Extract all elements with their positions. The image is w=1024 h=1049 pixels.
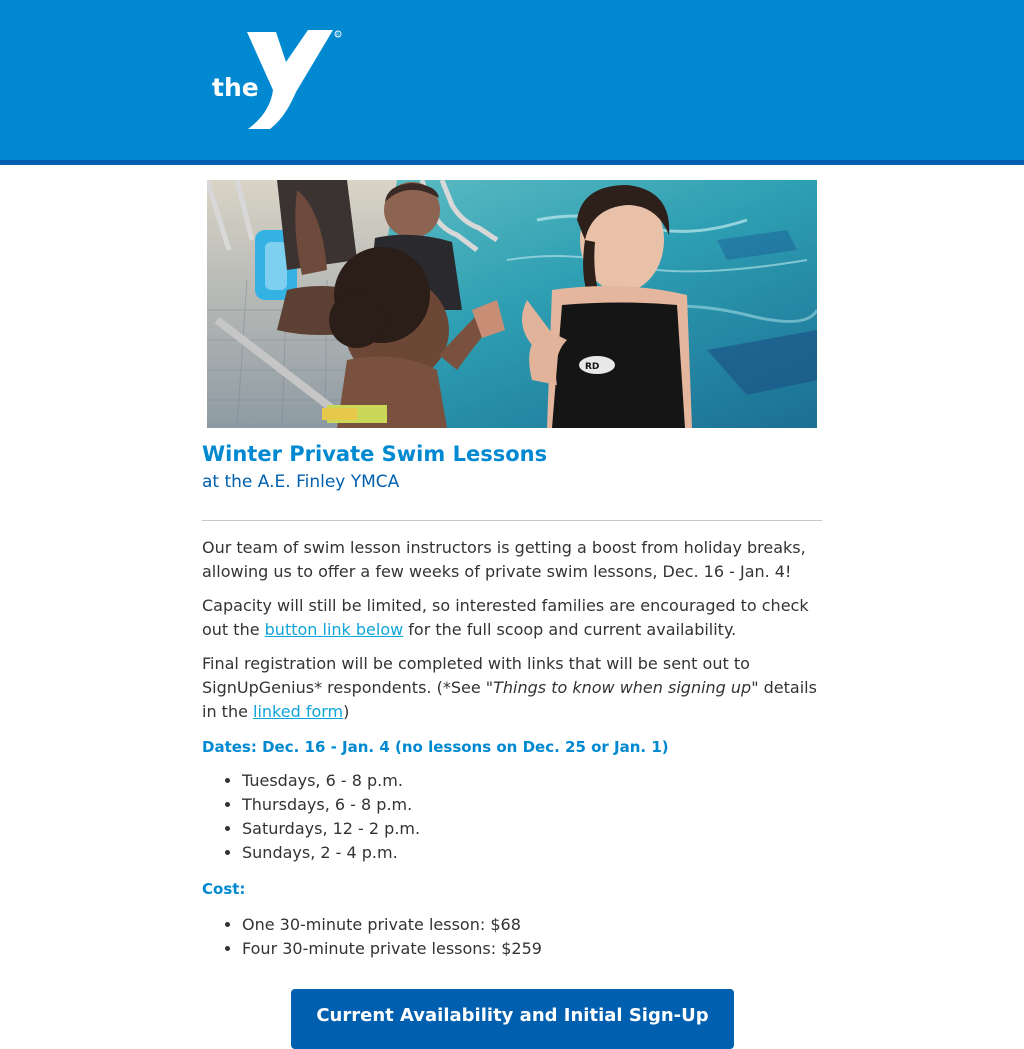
logo-sub: YMCA: [285, 99, 305, 127]
registration-text-before: Final registration will be completed with links that will be sent out to SignUpGenius* respondents. (*See: [202, 654, 750, 697]
button-link-below-link[interactable]: button link below: [264, 620, 404, 639]
availability-signup-button[interactable]: Current Availability and Initial Sign-Up: [291, 989, 734, 1049]
page-subtitle: at the A.E. Finley YMCA: [202, 472, 400, 492]
list-item: • One 30-minute private lesson: $68: [242, 913, 542, 937]
divider: [202, 520, 822, 521]
registration-text-mid: details in the: [202, 678, 817, 721]
list-item: • Tuesdays, 6 - 8 p.m.: [242, 769, 420, 793]
list-item: • Sundays, 2 - 4 p.m.: [242, 841, 420, 865]
cost-label: Cost:: [202, 880, 246, 898]
list-item: • Saturdays, 12 - 2 p.m.: [242, 817, 420, 841]
capacity-text-before: Capacity will still be limited, so interested families are encouraged to check out the: [202, 596, 809, 639]
svg-text:RD: RD: [585, 362, 600, 372]
registration-paragraph: [202, 652, 822, 724]
list-item: • Thursdays, 6 - 8 p.m.: [242, 793, 420, 817]
linked-form-link[interactable]: linked form: [253, 702, 344, 721]
list-item: • Four 30-minute private lessons: $259: [242, 937, 542, 961]
svg-text:R: R: [336, 32, 340, 37]
dates-list: [202, 769, 420, 865]
dates-label: Dates: Dec. 16 - Jan. 4 (no lessons on Dec. 25 or Jan. 1): [202, 738, 669, 756]
capacity-text-after: for the full scoop and current availability.: [403, 620, 737, 639]
swim-lesson-photo: [207, 180, 817, 428]
page-title: Winter Private Swim Lessons: [202, 442, 548, 466]
email-header: [0, 0, 1024, 165]
cost-list: [202, 913, 542, 961]
intro-paragraph: Our team of swim lesson instructors is getting a boost from holiday breaks, allowing us to offer a few weeks of private swim lessons, Dec. 16 - Jan. 4!: [202, 538, 806, 581]
email-content: [202, 440, 822, 958]
capacity-paragraph: [202, 594, 822, 642]
things-to-know-quote: "Things to know when signing up": [485, 678, 759, 697]
logo-word: the: [212, 73, 259, 102]
ymca-logo[interactable]: [210, 28, 345, 132]
registration-text-after: ): [343, 702, 350, 721]
